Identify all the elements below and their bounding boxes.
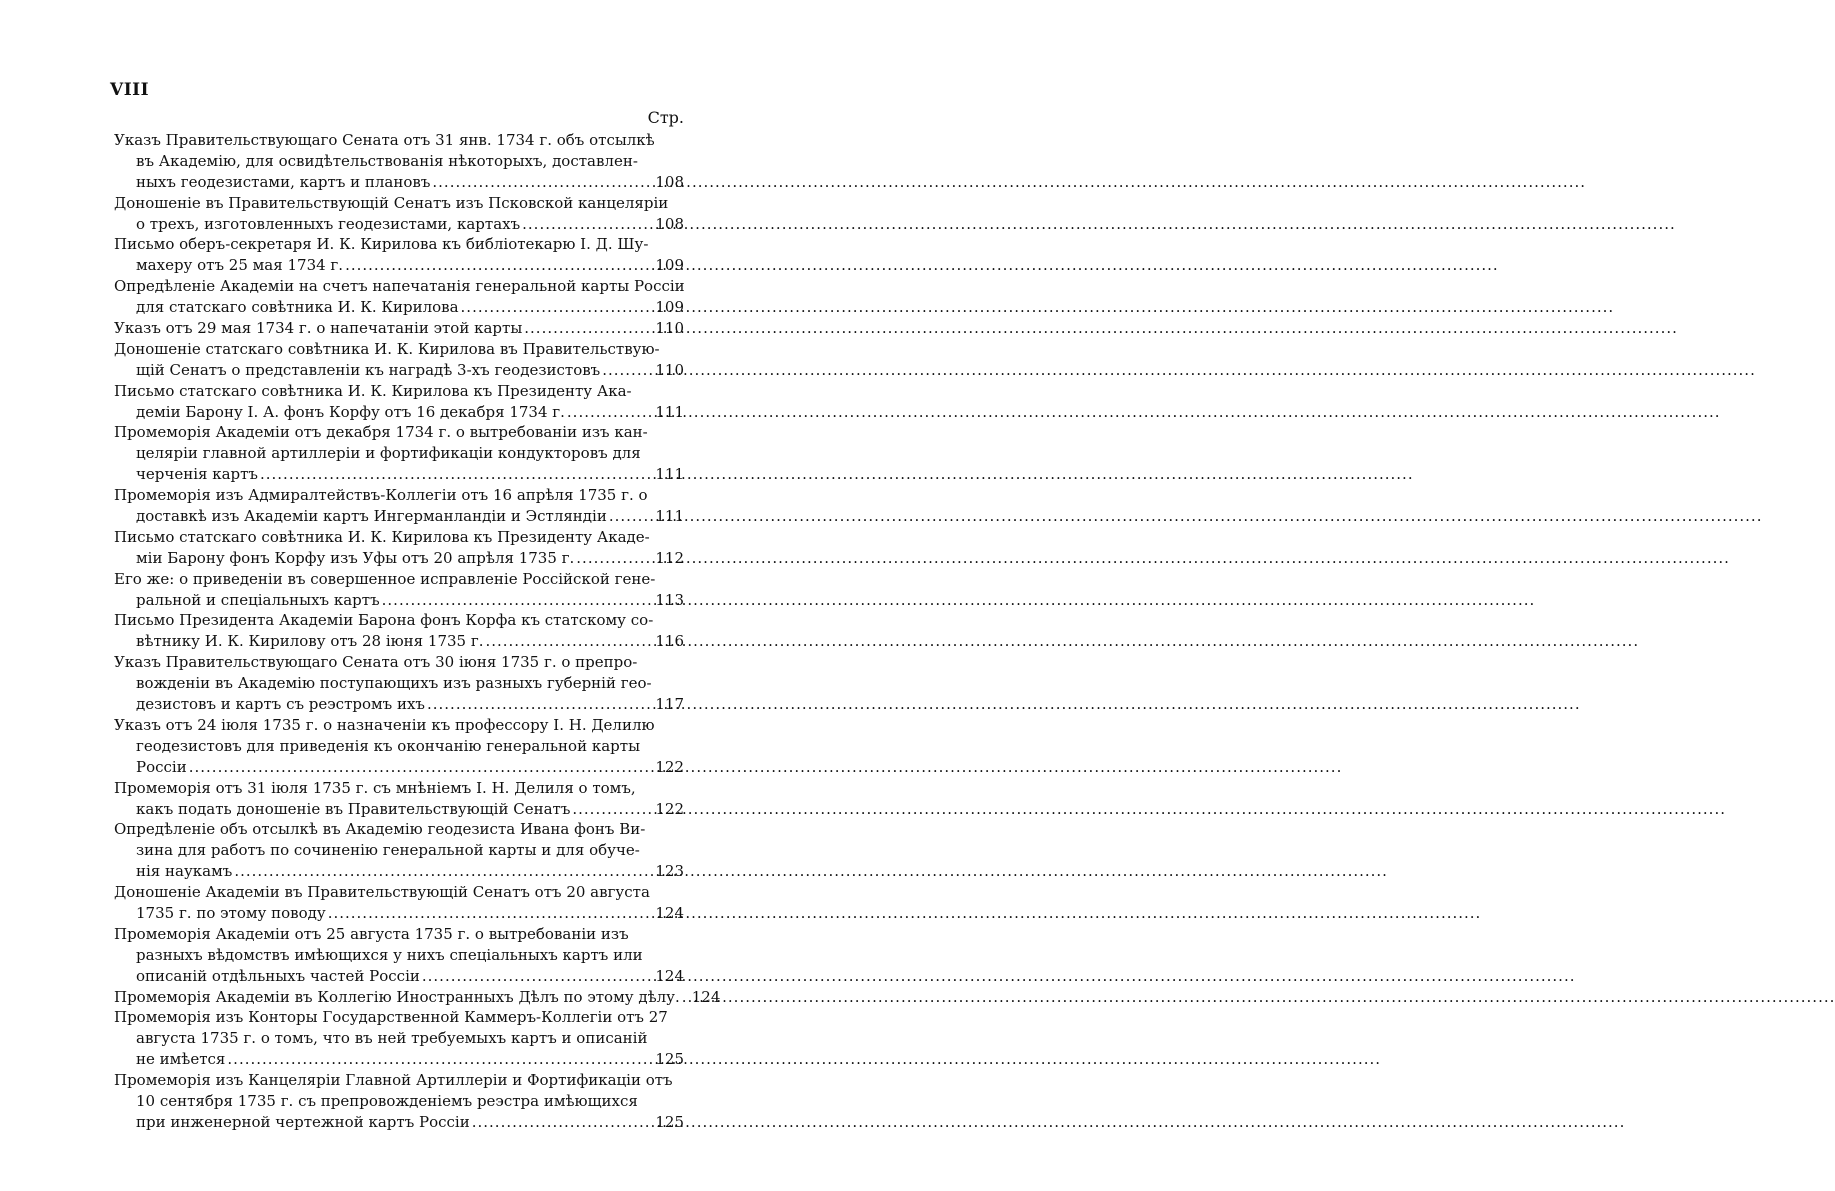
toc-entry: [114, 485, 684, 527]
toc-entry-text: Письмо Президента Академіи Барона фонъ Корфа къ статскому со-: [114, 611, 654, 630]
toc-entry: [114, 339, 684, 381]
toc-entry-text: Россіи: [136, 757, 187, 776]
toc-entry-last-line: [114, 548, 684, 569]
toc-entry-text: щій Сенатъ о представленіи къ наградѣ 3-хъ геодезистовъ: [136, 360, 601, 379]
toc-entry-text: какъ подать доношеніе въ Правительствующій Сенатъ: [136, 799, 571, 818]
toc-entry: [114, 422, 684, 485]
toc-entry-last-line: [114, 360, 684, 381]
toc-page-number: 108: [655, 172, 684, 191]
toc-entry-text: нія наукамъ: [136, 862, 233, 881]
toc-entry-text: Указъ Правительствующаго Сената отъ 30 іюня 1735 г. о препро-: [114, 653, 638, 672]
dot-leader: [472, 1112, 654, 1133]
toc-entry-last-line: [114, 402, 684, 423]
toc-entry: [114, 1070, 684, 1133]
toc-entry-text: Промеморія изъ Канцеляріи Главной Артиллеріи и Фортификаціи отъ: [114, 1071, 673, 1090]
toc-page-number: 109: [655, 256, 684, 275]
toc-page-number: 116: [655, 632, 684, 651]
toc-entry-last-line: [114, 799, 684, 820]
toc-entry-text: 1735 г. по этому поводу: [136, 903, 326, 922]
toc-entry-last-line: [114, 966, 684, 987]
dot-leader: [682, 987, 690, 1008]
toc-page-number: 117: [655, 695, 684, 714]
toc-entry-text: Промеморія отъ 31 іюля 1735 г. съ мнѣніемъ І. Н. Делиля о томъ,: [114, 778, 636, 797]
toc-entry: [114, 778, 684, 820]
toc-entry-text: описаній отдѣльныхъ частей Россіи: [136, 966, 420, 985]
toc-page-number: 122: [655, 757, 684, 776]
table-of-contents: [114, 130, 721, 1133]
toc-page-number: 111: [655, 402, 684, 421]
toc-page-number: 111: [655, 507, 684, 526]
dot-leader: [609, 506, 654, 527]
toc-page-number: 125: [655, 1050, 684, 1069]
toc-entry-text: Указъ отъ 24 іюля 1735 г. о назначеніи къ профессору І. Н. Делилю: [114, 715, 655, 734]
toc-entry-text: Указъ отъ 29 мая 1734 г. о напечатаніи этой карты: [114, 319, 523, 338]
dot-leader: [485, 631, 653, 652]
toc-entry: [114, 610, 684, 652]
toc-entry-last-line: [114, 297, 684, 318]
toc-entry-text: Его же: о приведеніи въ совершенное исправленіе Россійской гене-: [114, 569, 656, 588]
toc-entry-text: деміи Барону І. А. фонъ Корфу отъ 16 декабря 1734 г.: [136, 402, 565, 421]
toc-entry: [114, 569, 684, 611]
toc-entry-last-line: [114, 255, 684, 276]
toc-entry-text: геодезистовъ для приведенія къ окончанію генеральной карты: [136, 736, 641, 755]
toc-entry: [114, 715, 684, 778]
toc-entry: [114, 987, 721, 1008]
dot-leader: [328, 903, 654, 924]
toc-entry: [114, 819, 684, 882]
dot-leader: [524, 318, 653, 339]
dot-leader: [227, 1049, 653, 1070]
dot-leader: [572, 799, 653, 820]
toc-entry: [114, 527, 684, 569]
dot-leader: [522, 214, 653, 235]
toc-entry-text: зина для работъ по сочиненію генеральной карты и для обуче-: [136, 841, 640, 860]
toc-entry: [114, 318, 684, 339]
page-column-label: Стр.: [647, 108, 684, 127]
toc-entry-text: Письмо оберъ-секретаря И. К. Кирилова къ библіотекарю І. Д. Шу-: [114, 235, 649, 254]
dot-leader: [576, 548, 653, 569]
dot-leader: [382, 590, 654, 611]
toc-entry-text: махеру отъ 25 мая 1734 г.: [136, 256, 344, 275]
toc-entry-last-line: [114, 214, 684, 235]
toc-entry: [114, 882, 684, 924]
toc-entry-text: ральной и спеціальныхъ картъ: [136, 590, 380, 609]
toc-entry-text: Промеморія Академіи въ Коллегію Иностранныхъ Дѣлъ по этому дѣлу.: [114, 987, 680, 1006]
toc-page-number: 109: [655, 298, 684, 317]
toc-entry-text: 10 сентября 1735 г. съ препровожденіемъ реэстра имѣющихся: [136, 1091, 638, 1110]
toc-entry: [114, 381, 684, 423]
toc-page-number: 123: [655, 862, 684, 881]
toc-entry-last-line: [114, 172, 684, 193]
toc-entry: [114, 193, 684, 235]
toc-entry-text: дезистовъ и картъ съ реэстромъ ихъ: [136, 695, 425, 714]
toc-entry-text: августа 1735 г. о томъ, что въ ней требуемыхъ картъ и описаній: [136, 1029, 648, 1048]
dot-leader: [432, 172, 653, 193]
dot-leader: [602, 360, 653, 381]
toc-entry-text: при инженерной чертежной картъ Россіи: [136, 1112, 470, 1131]
toc-entry-text: Промеморія Академіи отъ декабря 1734 г. о вытребованіи изъ кан-: [114, 423, 648, 442]
toc-entry-last-line: [114, 506, 684, 527]
toc-entry-last-line: [114, 590, 684, 611]
toc-page-number: 110: [655, 319, 684, 338]
dot-leader: [422, 966, 653, 987]
page-number: VIII: [110, 80, 150, 100]
toc-entry-last-line: [114, 903, 684, 924]
toc-entry-last-line: [114, 757, 684, 778]
toc-entry-text: Доношеніе Академіи въ Правительствующій Сенатъ отъ 20 августа: [114, 883, 650, 902]
toc-entry-text: доставкѣ изъ Академіи картъ Ингерманландіи и Эстляндіи: [136, 507, 607, 526]
toc-entry-text: о трехъ, изготовленныхъ геодезистами, картахъ: [136, 214, 521, 233]
toc-entry-text: Письмо статскаго совѣтника И. К. Кирилова къ Президенту Акаде-: [114, 527, 650, 546]
dot-leader: [189, 757, 654, 778]
toc-entry: [114, 234, 684, 276]
toc-entry-text: вожденіи въ Академію поступающихъ изъ разныхъ губерній гео-: [136, 674, 652, 693]
toc-entry-text: міи Барону фонъ Корфу изъ Уфы отъ 20 апрѣля 1735 г.: [136, 548, 575, 567]
toc-entry: [114, 924, 684, 987]
dot-leader: [427, 694, 653, 715]
toc-entry-text: Письмо статскаго совѣтника И. К. Кирилова къ Президенту Ака-: [114, 381, 632, 400]
toc-page-number: 124: [691, 987, 721, 1006]
toc-page-number: 122: [655, 799, 684, 818]
toc-entry-text: Доношеніе въ Правительствующій Сенатъ изъ Псковской канцеляріи: [114, 193, 669, 212]
toc-entry-text: Промеморія Академіи отъ 25 августа 1735 г. о вытребованіи изъ: [114, 924, 629, 943]
dot-leader: [234, 861, 653, 882]
dot-leader: [567, 402, 653, 423]
toc-entry-last-line: [114, 318, 684, 339]
toc-page-number: 125: [655, 1112, 684, 1131]
toc-entry-text: для статскаго совѣтника И. К. Кирилова: [136, 298, 459, 317]
toc-page-number: 111: [655, 465, 684, 484]
toc-entry-last-line: [114, 694, 684, 715]
toc-page-number: 110: [655, 360, 684, 379]
toc-entry-text: въ Академію, для освидѣтельствованія нѣкоторыхъ, доставлен-: [136, 151, 638, 170]
dot-leader: [461, 297, 654, 318]
toc-page-number: 113: [655, 590, 684, 609]
toc-page-number: 124: [655, 903, 684, 922]
toc-entry-text: Промеморія изъ Конторы Государственной Каммеръ-Коллегіи отъ 27: [114, 1008, 668, 1027]
toc-entry-last-line: [114, 464, 684, 485]
toc-entry-text: черченія картъ: [136, 465, 258, 484]
toc-entry-text: не имѣется: [136, 1050, 226, 1069]
toc-entry: [114, 652, 684, 715]
toc-entry-text: Указъ Правительствующаго Сената отъ 31 янв. 1734 г. объ отсылкѣ: [114, 131, 655, 149]
toc-entry-text: Доношеніе статскаго совѣтника И. К. Кирилова въ Правительствую-: [114, 339, 660, 358]
toc-entry-text: ныхъ геодезистами, картъ и плановъ: [136, 172, 431, 191]
toc-entry-text: Опредѣленіе объ отсылкѣ въ Академію геодезиста Ивана фонъ Ви-: [114, 820, 646, 839]
toc-entry-last-line: [114, 861, 684, 882]
toc-entry-text: вѣтнику И. К. Кирилову отъ 28 іюня 1735 г.: [136, 632, 484, 651]
toc-entry: [114, 1007, 684, 1070]
toc-entry: [114, 130, 684, 193]
toc-entry-last-line: [114, 1049, 684, 1070]
toc-entry: [114, 276, 684, 318]
toc-page-number: 108: [655, 214, 684, 233]
toc-entry-text: Опредѣленіе Академіи на счетъ напечатанія генеральной карты Россіи: [114, 277, 685, 296]
dot-leader: [345, 255, 653, 276]
toc-entry-last-line: [114, 987, 721, 1008]
toc-entry-text: Промеморія изъ Адмиралтействъ-Коллегіи отъ 16 апрѣля 1735 г. о: [114, 486, 648, 505]
toc-entry-text: целяріи главной артиллеріи и фортификаціи кондукторовъ для: [136, 444, 641, 463]
toc-entry-last-line: [114, 1112, 684, 1133]
toc-entry-text: разныхъ вѣдомствъ имѣющихся у нихъ спеціальныхъ картъ или: [136, 945, 643, 964]
dot-leader: [260, 464, 653, 485]
toc-entry-last-line: [114, 631, 684, 652]
toc-page-number: 112: [655, 548, 684, 567]
toc-page-number: 124: [655, 966, 684, 985]
